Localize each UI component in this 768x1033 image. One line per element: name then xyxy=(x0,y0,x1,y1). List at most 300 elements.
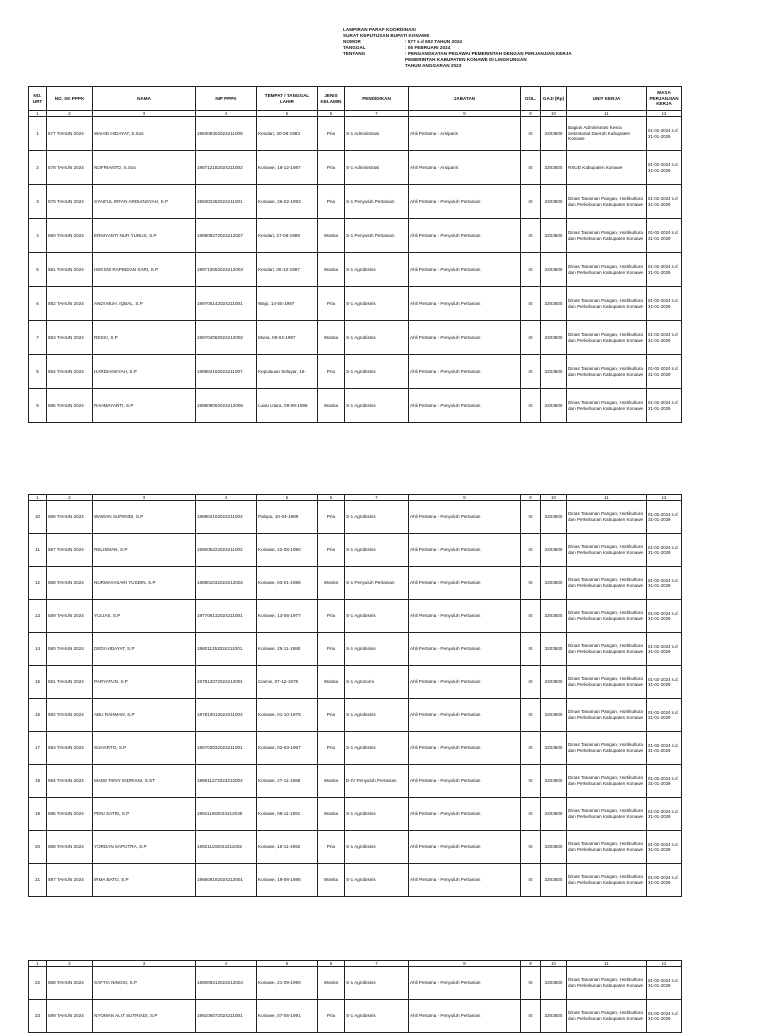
column-number: 10 xyxy=(541,495,567,501)
table-cell: 579 TAHUN 2024 xyxy=(47,185,93,219)
table-cell: Ahli Pertama - Penyuluh Pertanian xyxy=(409,534,521,567)
table-cell: NURMAYASARI YUSDIN, S.P xyxy=(93,567,196,600)
table-cell: Pria xyxy=(318,633,345,666)
table-cell: IX xyxy=(521,534,541,567)
table-cell: Kepulauan Selayar, 16- xyxy=(257,355,318,389)
table-cell: IX xyxy=(521,732,541,765)
table-cell: S-1 Penyuluh Pertanian xyxy=(345,567,409,600)
table-cell: 01-02-2024 s.d 31-01-2029 xyxy=(647,600,682,633)
table-cell: Dinas Tanaman Pangan, Hortikultura dan Perkebunan Kabupaten Konawe xyxy=(567,501,647,534)
table-cell: HEKSNI RAPINDAN SARI, S.P xyxy=(93,253,196,287)
table-cell: Dinas Tanaman Pangan, Hortikultura dan Perkebunan Kabupaten Konawe xyxy=(567,389,647,423)
table-cell: WAHID HIDAYAT, S.Sos xyxy=(93,117,196,151)
table-cell: 199106072024211001 xyxy=(196,1000,257,1033)
table-cell: 199009212024212004 xyxy=(196,967,257,1000)
table-cell: 596 TAHUN 2024 xyxy=(47,831,93,864)
table-row xyxy=(29,831,682,864)
table-cell: 01-02-2024 s.d 31-01-2029 xyxy=(647,117,682,151)
tentang-value: : PENGANGKATAN PEGAWAI PEMERINTAH DENGAN PERJANJIAN KERJA xyxy=(405,51,572,56)
table-cell: 3203600 xyxy=(541,117,567,151)
table-cell: Ahli Pertama - Penyuluh Pertanian xyxy=(409,567,521,600)
column-number: 6 xyxy=(318,495,345,501)
table-cell: ANDI MUH. IQBAL, S.P xyxy=(93,287,196,321)
table-section-2 xyxy=(28,494,678,897)
table-cell: Wanita xyxy=(318,567,345,600)
table-cell: IX xyxy=(521,501,541,534)
table-row xyxy=(29,389,682,423)
table-row xyxy=(29,151,682,185)
table-cell: 01-02-2024 s.d 31-01-2029 xyxy=(647,534,682,567)
table-cell: 3203600 xyxy=(541,765,567,798)
table-cell: S-1 Agrobisnis xyxy=(345,967,409,1000)
table-cell: Pria xyxy=(318,699,345,732)
table-cell: 1 xyxy=(29,117,47,151)
table-row xyxy=(29,967,682,1000)
table-cell: 582 TAHUN 2024 xyxy=(47,287,93,321)
column-number: 5 xyxy=(257,961,318,967)
header-title-sk: SURAT KEPUTUSAN BUPATI KONAWE xyxy=(343,33,430,38)
table-cell: Wanita xyxy=(318,765,345,798)
table-cell: S-1 Agrobisnis xyxy=(345,389,409,423)
table-cell: IX xyxy=(521,864,541,897)
personnel-table xyxy=(28,494,682,897)
table-row xyxy=(29,1000,682,1033)
table-cell: 586 TAHUN 2024 xyxy=(47,501,93,534)
table-cell: Ahli Pertama - Penyuluh Pertanian xyxy=(409,633,521,666)
column-number: 10 xyxy=(541,111,567,117)
column-number: 6 xyxy=(318,111,345,117)
table-cell: S-1 Agrobisnis xyxy=(345,321,409,355)
table-cell: 198011252024211001 xyxy=(196,633,257,666)
column-number: 8 xyxy=(409,961,521,967)
table-cell: NYOMAN ALIT SUTRIADI, S.P xyxy=(93,1000,196,1033)
table-cell: Dinas Tanaman Pangan, Hortikultura dan Perkebunan Kabupaten Konawe xyxy=(567,864,647,897)
table-cell: 585 TAHUN 2024 xyxy=(47,389,93,423)
table-cell: 196703032024211001 xyxy=(196,732,257,765)
table-cell: Dinas Tanaman Pangan, Hortikultura dan Perkebunan Kabupaten Konawe xyxy=(567,1000,647,1033)
table-cell: Kendari, 27-08-1989 xyxy=(257,219,318,253)
table-cell: Konawe, 03-01-1988 xyxy=(257,567,318,600)
column-number: 5 xyxy=(257,111,318,117)
table-cell: S-1 Agrobisnis xyxy=(345,355,409,389)
table-cell: Dinas Tanaman Pangan, Hortikultura dan Perkebunan Kabupaten Konawe xyxy=(567,219,647,253)
table-cell: 198611272024212004 xyxy=(196,765,257,798)
table-row xyxy=(29,253,682,287)
table-cell: Wanita xyxy=(318,389,345,423)
table-cell: WAWAN SUPENDI, S.P xyxy=(93,501,196,534)
table-cell: 578 TAHUN 2024 xyxy=(47,151,93,185)
table-cell: 9 xyxy=(29,389,47,423)
table-cell: Bagian Administrasi Kesra Sekretariat Daerah Kabupaten Konawe xyxy=(567,117,647,151)
column-header: GAJI (Rp) xyxy=(541,87,567,111)
column-number: 12 xyxy=(647,495,682,501)
tentang-line-3: TAHUN ANGGARAN 2023 xyxy=(405,63,462,68)
table-cell: Konawe, 26-02-1993 xyxy=(257,185,318,219)
table-cell: Ahli Pertama - Penyuluh Pertanian xyxy=(409,185,521,219)
table-cell: 197706132024211001 xyxy=(196,600,257,633)
table-row xyxy=(29,633,682,666)
tentang-label: TENTANG xyxy=(343,51,366,56)
table-cell: 198904102024211004 xyxy=(196,501,257,534)
table-row xyxy=(29,185,682,219)
table-cell: 3 xyxy=(29,185,47,219)
column-number: 12 xyxy=(647,961,682,967)
table-row xyxy=(29,864,682,897)
table-cell: RESKI, S.P xyxy=(93,321,196,355)
table-cell: 580 TAHUN 2024 xyxy=(47,219,93,253)
table-cell: 3203600 xyxy=(541,633,567,666)
table-cell: Ciamis, 07-12-1978 xyxy=(257,666,318,699)
table-cell: 3203600 xyxy=(541,600,567,633)
table-cell: 198608192024212001 xyxy=(196,864,257,897)
table-cell: NOFRIANTO, S.Sos xyxy=(93,151,196,185)
column-number: 7 xyxy=(345,495,409,501)
table-cell: Dinas Tanaman Pangan, Hortikultura dan Perkebunan Kabupaten Konawe xyxy=(567,287,647,321)
table-cell: 3203600 xyxy=(541,185,567,219)
column-number: 3 xyxy=(93,495,196,501)
table-cell: 01-02-2024 s.d 31-01-2029 xyxy=(647,798,682,831)
table-cell: 598 TAHUN 2024 xyxy=(47,967,93,1000)
table-cell: S-1 Agrobisnis xyxy=(345,1000,409,1033)
table-cell: 199704092024212002 xyxy=(196,321,257,355)
table-cell: 01-02-2024 s.d 31-01-2029 xyxy=(647,185,682,219)
table-cell: 7 xyxy=(29,321,47,355)
table-row xyxy=(29,798,682,831)
nomor-value: : 577 s.d 602 TAHUN 2024 xyxy=(405,39,463,44)
table-section-1 xyxy=(28,86,679,423)
table-cell: 581 TAHUN 2024 xyxy=(47,253,93,287)
table-row xyxy=(29,534,682,567)
column-number: 8 xyxy=(409,495,521,501)
table-cell: 18 xyxy=(29,765,47,798)
table-cell: 17 xyxy=(29,732,47,765)
table-cell: IX xyxy=(521,967,541,1000)
table-cell: S-1 Agrobisnis xyxy=(345,501,409,534)
table-cell: Konawe, 19-11-1992 xyxy=(257,831,318,864)
table-cell: 3203600 xyxy=(541,666,567,699)
table-cell: IX xyxy=(521,798,541,831)
table-cell: 16 xyxy=(29,699,47,732)
table-cell: Wanita xyxy=(318,967,345,1000)
table-cell: IX xyxy=(521,389,541,423)
table-cell: S-1 Agrobisnis xyxy=(345,633,409,666)
column-number: 11 xyxy=(567,495,647,501)
table-cell: Pria xyxy=(318,534,345,567)
table-cell: Wanita xyxy=(318,219,345,253)
column-number: 7 xyxy=(345,111,409,117)
table-cell: ERNIYANTI NUR YUNUS, S.P xyxy=(93,219,196,253)
table-cell: Pria xyxy=(318,501,345,534)
column-header: MASA PERJANJIAN KERJA xyxy=(647,87,682,111)
column-header: UNIT KERJA xyxy=(567,87,647,111)
table-cell: Pria xyxy=(318,600,345,633)
table-cell: IX xyxy=(521,287,541,321)
table-cell: Muna, 09-04-1997 xyxy=(257,321,318,355)
column-number: 11 xyxy=(567,961,647,967)
table-cell: Dinas Tanaman Pangan, Hortikultura dan Perkebunan Kabupaten Konawe xyxy=(567,355,647,389)
table-cell: Dinas Tanaman Pangan, Hortikultura dan Perkebunan Kabupaten Konawe xyxy=(567,798,647,831)
table-cell: Konawe, 07-06-1991 xyxy=(257,1000,318,1033)
column-number: 1 xyxy=(29,111,47,117)
table-cell: 15 xyxy=(29,666,47,699)
table-cell: IX xyxy=(521,185,541,219)
table-cell: S-1 Agrobisnis xyxy=(345,798,409,831)
table-row xyxy=(29,765,682,798)
column-number: 10 xyxy=(541,961,567,967)
table-row xyxy=(29,600,682,633)
column-number: 9 xyxy=(521,961,541,967)
table-cell: YORDAN SAPUTRA, S.P xyxy=(93,831,196,864)
header-title-lampiran: LAMPIRAN PARAF KOORDINASI xyxy=(343,27,416,32)
table-cell: ABU RAHMAN, S.P xyxy=(93,699,196,732)
column-header: NO. URT xyxy=(29,87,47,111)
table-cell: 01-02-2024 s.d 31-01-2029 xyxy=(647,287,682,321)
table-cell: 11 xyxy=(29,534,47,567)
column-header: NIP PPPK xyxy=(196,87,257,111)
personnel-table xyxy=(28,86,682,423)
column-header: JENIS KELAMIN xyxy=(318,87,345,111)
table-cell: 01-02-2024 s.d 31-01-2029 xyxy=(647,666,682,699)
table-cell: Wanita xyxy=(318,666,345,699)
column-header: TEMPAT / TANGGAL LAHIR xyxy=(257,87,318,111)
table-cell: 01-02-2024 s.d 31-01-2029 xyxy=(647,864,682,897)
table-cell: IX xyxy=(521,253,541,287)
table-cell: D-IV Penyuluh Pertanian xyxy=(345,765,409,798)
table-cell: Pria xyxy=(318,355,345,389)
table-cell: Konawe, 25-11-1980 xyxy=(257,633,318,666)
table-cell: 198904162024211007 xyxy=(196,355,257,389)
table-cell: 01-02-2024 s.d 31-01-2029 xyxy=(647,321,682,355)
table-cell: 3203600 xyxy=(541,864,567,897)
table-cell: S-1 Agronomi xyxy=(345,666,409,699)
table-cell: IX xyxy=(521,567,541,600)
table-cell: IX xyxy=(521,699,541,732)
table-cell: 8 xyxy=(29,355,47,389)
column-number: 3 xyxy=(93,961,196,967)
table-cell: 01-02-2024 s.d 31-01-2029 xyxy=(647,1000,682,1033)
table-cell: Ahli Pertama - Penyuluh Pertanian xyxy=(409,831,521,864)
table-cell: 01-02-2024 s.d 31-01-2029 xyxy=(647,831,682,864)
table-cell: Pria xyxy=(318,117,345,151)
table-cell: Ahli Pertama - Penyuluh Pertanian xyxy=(409,355,521,389)
table-cell: Wanita xyxy=(318,798,345,831)
table-cell: 01-02-2024 s.d 31-01-2029 xyxy=(647,219,682,253)
table-cell: Dinas Tanaman Pangan, Hortikultura dan Perkebunan Kabupaten Konawe xyxy=(567,253,647,287)
table-cell: Dinas Tanaman Pangan, Hortikultura dan Perkebunan Kabupaten Konawe xyxy=(567,666,647,699)
table-cell: IX xyxy=(521,633,541,666)
table-cell: Luwu Utara, 09-09-1998 xyxy=(257,389,318,423)
table-cell: Konawe, 21-09-1990 xyxy=(257,967,318,1000)
table-cell: Wanita xyxy=(318,864,345,897)
tanggal-label: TANGGAL xyxy=(343,45,366,50)
column-number: 3 xyxy=(93,111,196,117)
table-cell: Ahli Pertama - Penyuluh Pertanian xyxy=(409,219,521,253)
table-cell: Palopo, 10-04-1989 xyxy=(257,501,318,534)
table-cell: 3203600 xyxy=(541,151,567,185)
table-cell: Ahli Pertama - Arsiparis xyxy=(409,151,521,185)
table-cell: Ahli Pertama - Penyuluh Pertanian xyxy=(409,967,521,1000)
table-cell: 595 TAHUN 2024 xyxy=(47,798,93,831)
table-cell: Konawe, 19-08-1986 xyxy=(257,864,318,897)
table-cell: 3203600 xyxy=(541,567,567,600)
table-row xyxy=(29,219,682,253)
table-cell: 590 TAHUN 2024 xyxy=(47,633,93,666)
column-number: 4 xyxy=(196,961,257,967)
table-cell: IX xyxy=(521,600,541,633)
table-cell: S-1 Penyuluh Pertanian xyxy=(345,185,409,219)
table-cell: 597 TAHUN 2024 xyxy=(47,864,93,897)
table-cell: 3203600 xyxy=(541,287,567,321)
table-cell: 594 TAHUN 2024 xyxy=(47,765,93,798)
table-cell: 198712182024211002 xyxy=(196,151,257,185)
table-cell: RSUD Kabupaten Konawe xyxy=(567,151,647,185)
table-cell: Dinas Tanaman Pangan, Hortikultura dan Perkebunan Kabupaten Konawe xyxy=(567,633,647,666)
table-cell: S-1 Agrobisnis xyxy=(345,831,409,864)
table-cell: Pria xyxy=(318,151,345,185)
table-cell: 589 TAHUN 2024 xyxy=(47,600,93,633)
table-cell: Kendari, 06-10-1997 xyxy=(257,253,318,287)
table-row xyxy=(29,666,682,699)
table-cell: 577 TAHUN 2024 xyxy=(47,117,93,151)
table-cell: 14 xyxy=(29,633,47,666)
table-cell: 01-02-2024 s.d 31-01-2029 xyxy=(647,501,682,534)
table-cell: 3203600 xyxy=(541,732,567,765)
table-cell: 6 xyxy=(29,287,47,321)
table-cell: 199302262024211001 xyxy=(196,185,257,219)
table-cell: Ahli Pertama - Penyuluh Pertanian xyxy=(409,287,521,321)
column-number: 4 xyxy=(196,495,257,501)
table-cell: 10 xyxy=(29,501,47,534)
column-number: 2 xyxy=(47,495,93,501)
table-cell: 199111082024212030 xyxy=(196,798,257,831)
table-cell: 01-02-2024 s.d 31-01-2029 xyxy=(647,765,682,798)
column-number: 1 xyxy=(29,495,47,501)
table-cell: IX xyxy=(521,151,541,185)
table-cell: S-1 Agrobisnis xyxy=(345,600,409,633)
table-cell: IX xyxy=(521,666,541,699)
table-cell: 3203600 xyxy=(541,1000,567,1033)
column-header: NAMA xyxy=(93,87,196,111)
table-cell: 3203600 xyxy=(541,501,567,534)
table-cell: Ahli Pertama - Arsiparis xyxy=(409,117,521,151)
table-cell: 3203600 xyxy=(541,798,567,831)
table-cell: Konawe, 01-10-1978 xyxy=(257,699,318,732)
table-cell: Ahli Pertama - Penyuluh Pertanian xyxy=(409,600,521,633)
table-row xyxy=(29,699,682,732)
table-cell: YULIAS, S.P xyxy=(93,600,196,633)
column-number: 5 xyxy=(257,495,318,501)
table-cell: 588 TAHUN 2024 xyxy=(47,567,93,600)
table-cell: IX xyxy=(521,765,541,798)
table-cell: PARYATUN, S.P xyxy=(93,666,196,699)
table-section-3 xyxy=(28,960,678,1033)
table-cell: IRMA BATO, S.P xyxy=(93,864,196,897)
table-cell: S-1 Administrasi xyxy=(345,151,409,185)
table-cell: SUHARTO, S.P xyxy=(93,732,196,765)
table-cell: Pria xyxy=(318,287,345,321)
table-cell: 01-02-2024 s.d 31-01-2029 xyxy=(647,253,682,287)
table-cell: Dinas Tanaman Pangan, Hortikultura dan Perkebunan Kabupaten Konawe xyxy=(567,699,647,732)
column-number: 9 xyxy=(521,111,541,117)
table-cell: 2 xyxy=(29,151,47,185)
table-cell: Konawe, 18-12-1987 xyxy=(257,151,318,185)
table-cell: Ahli Pertama - Penyuluh Pertanian xyxy=(409,389,521,423)
column-header: NO. SK PPPK xyxy=(47,87,93,111)
table-cell: 3203600 xyxy=(541,355,567,389)
table-row xyxy=(29,117,682,151)
table-cell: 01-02-2024 s.d 31-01-2029 xyxy=(647,699,682,732)
table-cell: DEDI HIDAYAT, S.P xyxy=(93,633,196,666)
column-number: 7 xyxy=(345,961,409,967)
table-cell: Dinas Tanaman Pangan, Hortikultura dan Perkebunan Kabupaten Konawe xyxy=(567,185,647,219)
table-row xyxy=(29,501,682,534)
table-cell: 583 TAHUN 2024 xyxy=(47,321,93,355)
table-cell: IX xyxy=(521,355,541,389)
table-cell: 01-02-2024 s.d 31-01-2029 xyxy=(647,567,682,600)
table-cell: Ahli Pertama - Penyuluh Pertanian xyxy=(409,864,521,897)
nomor-label: NOMOR xyxy=(343,39,361,44)
table-cell: Ahli Pertama - Penyuluh Pertanian xyxy=(409,321,521,355)
column-header: PENDIDIKAN xyxy=(345,87,409,111)
table-cell: 592 TAHUN 2024 xyxy=(47,699,93,732)
personnel-table xyxy=(28,960,682,1033)
table-cell: 19 xyxy=(29,798,47,831)
table-cell: 01-02-2024 s.d 31-01-2029 xyxy=(647,389,682,423)
table-cell: 3203600 xyxy=(541,389,567,423)
table-row xyxy=(29,321,682,355)
table-cell: MADE FENY INDRIANI, S.ST xyxy=(93,765,196,798)
table-cell: Konawe, 03-03-1967 xyxy=(257,732,318,765)
column-number: 11 xyxy=(567,111,647,117)
table-cell: 3203600 xyxy=(541,534,567,567)
column-number: 8 xyxy=(409,111,521,117)
table-cell: S-1 Agrobisnis xyxy=(345,864,409,897)
document-header xyxy=(343,27,572,69)
table-cell: IX xyxy=(521,321,541,355)
table-cell: Dinas Tanaman Pangan, Hortikultura dan Perkebunan Kabupaten Konawe xyxy=(567,732,647,765)
table-cell: 22 xyxy=(29,967,47,1000)
table-cell: Wajo, 14-05-1997 xyxy=(257,287,318,321)
table-cell: 199006222024211002 xyxy=(196,534,257,567)
table-cell: Ahli Pertama - Penyuluh Pertanian xyxy=(409,798,521,831)
table-cell: Ahli Pertama - Penyuluh Pertanian xyxy=(409,666,521,699)
table-cell: 01-02-2024 s.d 31-01-2029 xyxy=(647,967,682,1000)
column-number: 2 xyxy=(47,961,93,967)
table-cell: 599 TAHUN 2024 xyxy=(47,1000,93,1033)
table-cell: IX xyxy=(521,831,541,864)
table-cell: S-1 Agrobisnis xyxy=(345,699,409,732)
column-number: 12 xyxy=(647,111,682,117)
table-cell: S-1 Agrobisnis xyxy=(345,287,409,321)
table-cell: Ahli Pertama - Penyuluh Pertanian xyxy=(409,732,521,765)
table-cell: 198908272024212007 xyxy=(196,219,257,253)
table-cell: 5 xyxy=(29,253,47,287)
table-cell: S-1 Agrobisnis xyxy=(345,253,409,287)
table-cell: S-1 Agrobisnis xyxy=(345,732,409,765)
table-cell: 199809092024212006 xyxy=(196,389,257,423)
table-cell: Pria xyxy=(318,1000,345,1033)
table-cell: Konawe, 22-06-1990 xyxy=(257,534,318,567)
table-cell: Dinas Tanaman Pangan, Hortikultura dan Perkebunan Kabupaten Konawe xyxy=(567,321,647,355)
table-cell: 199705142024211001 xyxy=(196,287,257,321)
table-cell: Ahli Pertama - Penyuluh Pertanian xyxy=(409,765,521,798)
table-cell: 199710062024212003 xyxy=(196,253,257,287)
table-cell: Dinas Tanaman Pangan, Hortikultura dan Perkebunan Kabupaten Konawe xyxy=(567,600,647,633)
column-number: 1 xyxy=(29,961,47,967)
table-cell: 21 xyxy=(29,864,47,897)
column-header: GOL. xyxy=(521,87,541,111)
column-number: 9 xyxy=(521,495,541,501)
